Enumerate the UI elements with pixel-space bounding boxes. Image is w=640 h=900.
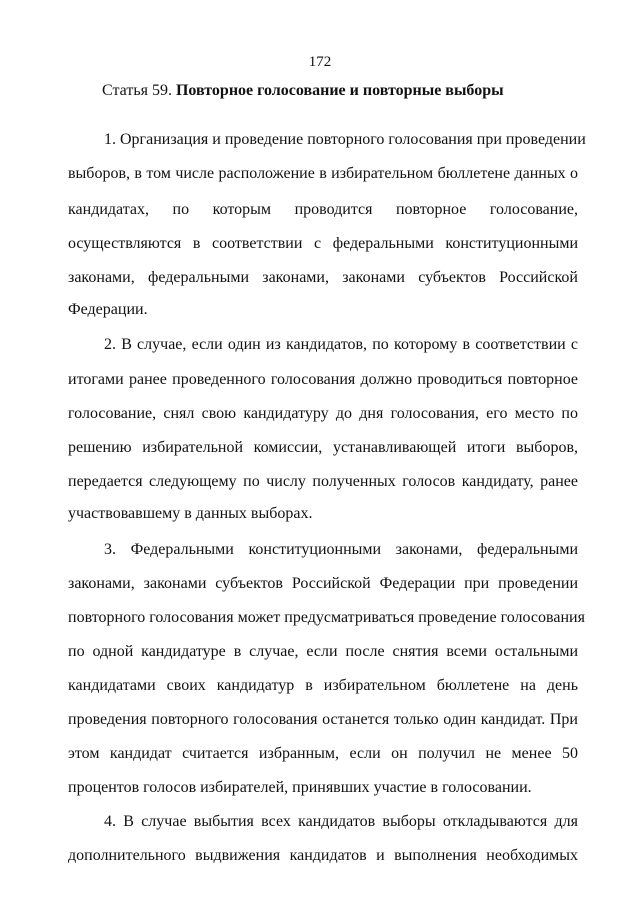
- paragraph-3-line-8: процентов голосов избирателей, принявших участие в голосовании.: [68, 779, 532, 796]
- paragraph-3-line-3: повторного голосования может предусматриваться проведение голосования: [68, 609, 585, 626]
- paragraph-3-line-4: по одной кандидатуре в случае, если после снятия всеми остальными: [68, 643, 578, 660]
- article-number: Статья 59.: [102, 82, 172, 99]
- page-number: 172: [308, 54, 332, 70]
- paragraph-2-line-4: решению избирательной комиссии, устанавливающей итоги выборов,: [68, 439, 578, 456]
- paragraph-1-line-4: осуществляются в соответствии с федеральными конституционными: [68, 235, 578, 252]
- paragraph-1-line-1: 1. Организация и проведение повторного голосования при проведении: [104, 131, 586, 148]
- paragraph-1-line-5: законами, федеральными законами, законами субъектов Российской: [68, 269, 578, 286]
- article-title: Повторное голосование и повторные выборы: [175, 82, 504, 99]
- paragraph-2-line-2: итогами ранее проведенного голосования должно проводиться повторное: [68, 371, 578, 388]
- paragraph-1-line-6: Федерации.: [68, 301, 148, 318]
- paragraph-4-line-1: 4. В случае выбытия всех кандидатов выборы откладываются для: [104, 813, 578, 830]
- paragraph-2-line-3: голосование, снял свою кандидатуру до дня голосования, его место по: [68, 405, 578, 422]
- paragraph-3-line-7: этом кандидат считается избранным, если он получил не менее 50: [68, 745, 578, 762]
- paragraph-2-line-5: передается следующему по числу полученных голосов кандидату, ранее: [68, 473, 578, 490]
- paragraph-2-line-6: участвовавшему в данных выборах.: [68, 505, 313, 522]
- paragraph-3-line-1: 3. Федеральными конституционными законами, федеральными: [104, 541, 578, 558]
- paragraph-4-line-2: дополнительного выдвижения кандидатов и выполнения необходимых: [68, 847, 578, 864]
- paragraph-3-line-6: проведения повторного голосования останется только один кандидат. При: [68, 711, 578, 728]
- article-heading: [102, 82, 504, 100]
- paragraph-1-line-3: кандидатах, по которым проводится повторное голосование,: [68, 201, 578, 218]
- paragraph-3-line-5: кандидатами своих кандидатур в избирательном бюллетене на день: [68, 677, 578, 694]
- paragraph-3-line-2: законами, законами субъектов Российской Федерации при проведении: [68, 575, 578, 592]
- paragraph-1-line-2: выборов, в том числе расположение в избирательном бюллетене данных о: [68, 165, 578, 182]
- paragraph-2-line-1: 2. В случае, если один из кандидатов, по которому в соответствии с: [104, 336, 578, 353]
